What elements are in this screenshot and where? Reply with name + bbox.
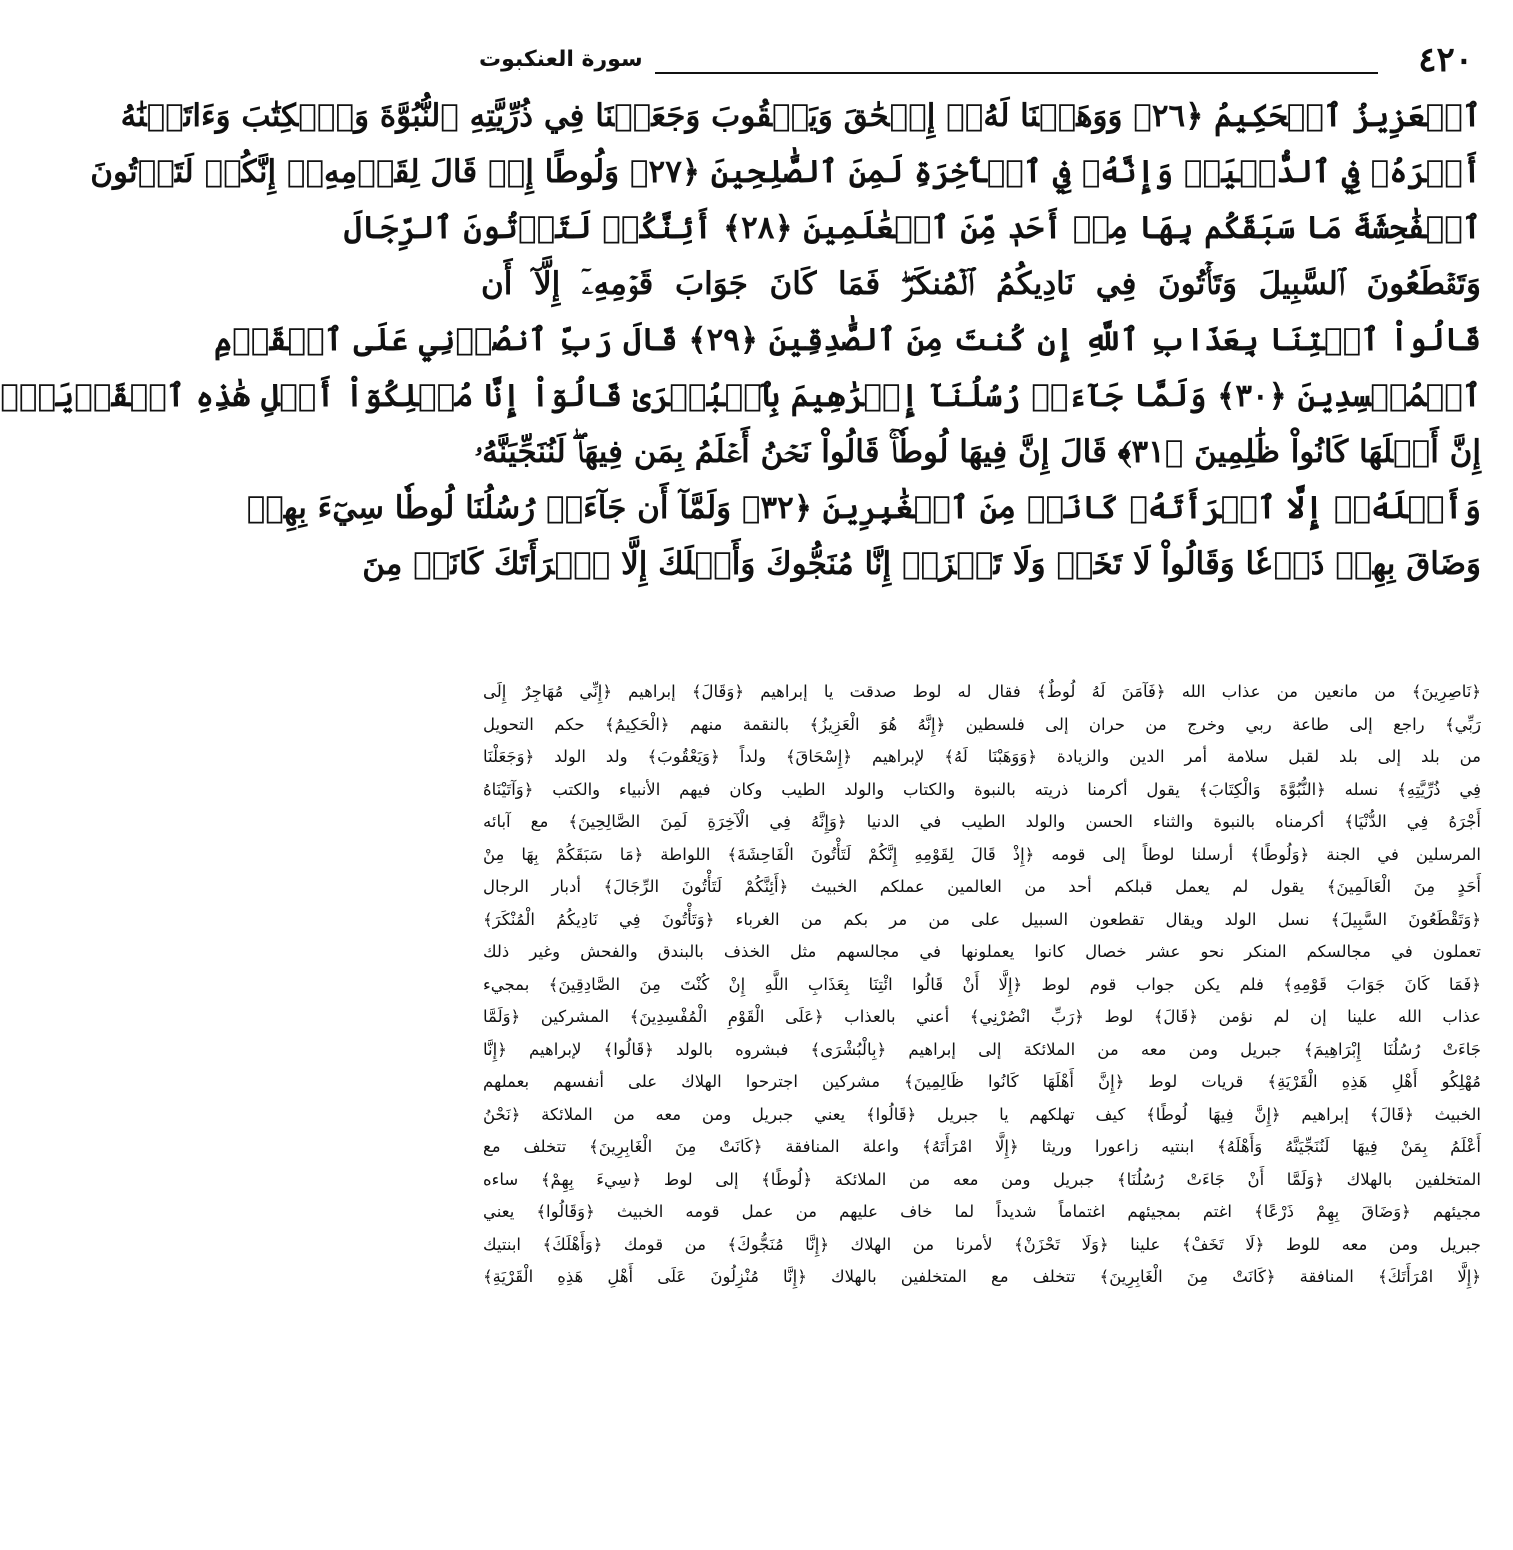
tafsir-line: أَجْرَهُ فِي الدُّنْيَا﴾ أكرمناه بالنبوة والثناء الحسن والولد الطيب في الدنيا ﴿وَإِنَّهُ فِي الْآخِرَةِ لَمِنَ الصَّالِحِينَ﴾ مع آبائه <box>483 812 1481 831</box>
tafsir-line: عذاب الله علينا إن لم نؤمن ﴿قَالَ﴾ لوط ﴿رَبِّ انْصُرْنِي﴾ أعني بالعذاب ﴿عَلَى الْقَوْمِ الْمُفْسِدِينَ﴾ المشركين ﴿وَلَمَّا <box>483 1007 1481 1026</box>
tafsir-line: تعملون في مجالسكم المنكر نحو عشر خصال كانوا يعملونها في مجالسهم مثل الخذف بالبندق والفحش وغير ذلك <box>483 942 1481 961</box>
quran-line: ٱلۡفَٰحِشَةَ مَا سَبَقَكُم بِهَا مِنۡ أَحَدٖ مِّنَ ٱلۡعَٰلَمِينَ ﴿٢٨﴾ أَئِنَّكُمۡ لَتَأۡتُونَ ٱلرِّجَالَ <box>343 210 1481 246</box>
tafsir-line: مُهْلِكُو أَهْلِ هَذِهِ الْقَرْيَةِ﴾ قريات لوط ﴿إِنَّ أَهْلَهَا كَانُوا ظَالِمِينَ﴾ مشركين اجترحوا الهلاك على أنفسهم بعملهم <box>483 1072 1481 1091</box>
tafsir-line: مجيئهم ﴿وَضَاقَ بِهِمْ ذَرْعًا﴾ اغتم بمجيئهم اغتماماً شديداً لما خاف عليهم من عمل قومه الخبيث ﴿وَقَالُوا﴾ يعني <box>483 1202 1481 1221</box>
page-header <box>479 38 1473 88</box>
quran-line: ٱلۡمُفۡسِدِينَ ﴿٣٠﴾ وَلَمَّا جَآءَتۡ رُسُلُنَآ إِبۡرَٰهِيمَ بِٱلۡبُشۡرَىٰ قَالُوٓاْ إِنَّا مُهۡلِكُوٓاْ أَهۡلِ هَٰذِهِ ٱلۡقَرۡيَةِۖ <box>0 378 1481 414</box>
quran-line: وَأَهۡلَهُۥٓ إِلَّا ٱمۡرَأَتَهُۥ كَانَتۡ مِنَ ٱلۡغَٰبِرِينَ ﴿٣٢﴾ وَلَمَّآ أَن جَآءَتۡ رُسُلُنَا لُوطٗا سِيٓءَ بِهِمۡ <box>246 490 1481 526</box>
quran-line: أَجۡرَهُۥ فِي ٱلدُّنۡيَاۖ وَإِنَّهُۥ فِي ٱلۡأٓخِرَةِ لَمِنَ ٱلصَّٰلِحِينَ ﴿٢٧﴾ وَلُوطًا إِذۡ قَالَ لِقَوۡمِهِۦٓ إِنَّكُمۡ لَتَأۡتُونَ <box>90 154 1481 190</box>
tafsir-line: جبريل ومن معه للوط ﴿لَا تَخَفْ﴾ علينا ﴿وَلَا تَحْزَنْ﴾ لأمرنا من الهلاك ﴿إِنَّا مُنَجُّوكَ﴾ من قومك ﴿وَأَهْلَكَ﴾ ابنتيك <box>483 1234 1481 1254</box>
tafsir-line: المرسلين في الجنة ﴿وَلُوطًا﴾ أرسلنا لوطاً إلى قومه ﴿إِذْ قَالَ لِقَوْمِهِ إِنَّكُمْ لَتَأْتُونَ الْفَاحِشَةَ﴾ اللواطة ﴿مَا سَبَقَكُمْ بِهَا مِنْ <box>483 844 1481 864</box>
tafsir-line: الخبيث ﴿قَالَ﴾ إبراهيم ﴿إِنَّ فِيهَا لُوطًا﴾ كيف تهلكهم يا جبريل ﴿قَالُوا﴾ يعني جبريل ومن معه من الملائكة ﴿نَحْنُ <box>483 1104 1481 1124</box>
tafsir-line: المتخلفين بالهلاك ﴿وَلَمَّا أَنْ جَاءَتْ رُسُلُنَا﴾ جبريل ومن معه من الملائكة ﴿لُوطًا﴾ إلى لوط ﴿سِيءَ بِهِمْ﴾ ساءه <box>483 1169 1481 1189</box>
tafsir-line: من بلد إلى بلد لقبل سلامة أمر الدين والزيادة ﴿وَوَهَبْنَا لَهُ﴾ لإبراهيم ﴿إِسْحَاقَ﴾ ولداً ﴿وَيَعْقُوبَ﴾ ولد الولد ﴿وَجَعَلْنَا <box>483 747 1481 766</box>
tafsir-line: ﴿إِلَّا امْرَأَتَكَ﴾ المنافقة ﴿كَانَتْ مِنَ الْغَابِرِينَ﴾ تتخلف مع المتخلفين بالهلاك ﴿إِنَّا مُنْزِلُونَ عَلَى أَهْلِ هَذِهِ الْقَرْيَةِ﴾ <box>483 1267 1481 1286</box>
tafsir-line: أَحَدٍ مِنَ الْعَالَمِينَ﴾ يقول لم يعمل قبلكم أحد من العالمين عملكم الخبيث ﴿أَئِنَّكُمْ لَتَأْتُونَ الرِّجَالَ﴾ أدبار الرجال <box>483 877 1481 896</box>
tafsir-line: فِي ذُرِّيَّتِهِ﴾ نسله ﴿النُّبُوَّةَ وَالْكِتَابَ﴾ يقول أكرمنا ذريته بالنبوة والكتاب والولد الطيب وكان فيهم الأنبياء والكتب ﴿وَآتَيْنَاهُ <box>483 779 1481 799</box>
tafsir-line: ﴿وَتَقْطَعُونَ السَّبِيلَ﴾ نسل الولد ويقال تقطعون السبيل على من مر بكم من الغرباء ﴿وَتَأْتُونَ فِي نَادِيكُمُ الْمُنْكَرَ﴾ <box>483 909 1481 929</box>
tafsir-line: جَاءَتْ رُسُلُنَا إِبْرَاهِيمَ﴾ جبريل ومن معه من الملائكة إلى إبراهيم ﴿بِالْبُشْرَى﴾ فبشروه بالولد ﴿قَالُوا﴾ لإبراهيم ﴿إِنَّا <box>483 1039 1481 1059</box>
tafsir-line: ﴿نَاصِرِينَ﴾ من مانعين من عذاب الله ﴿فَآمَنَ لَهُ لُوطٌ﴾ فقال له لوط صدقت يا إبراهيم ﴿وَقَالَ﴾ إبراهيم ﴿إِنِّي مُهَاجِرٌ إِلَى <box>483 682 1481 701</box>
tafsir-line: أَعْلَمُ بِمَنْ فِيهَا لَنُنَجِّيَنَّهُ وَأَهْلَهُ﴾ ابنتيه زاعورا وريثا ﴿إِلَّا امْرَأَتَهُ﴾ واعلة المنافقة ﴿كَانَتْ مِنَ الْغَابِرِينَ﴾ تتخلف مع <box>483 1137 1481 1156</box>
surah-name: سورة العنكبوت <box>479 47 643 72</box>
quran-line: ٱلۡعَزِيزُ ٱلۡحَكِيمُ ﴿٢٦﴾ وَوَهَبۡنَا لَهُۥٓ إِسۡحَٰقَ وَيَعۡقُوبَ وَجَعَلۡنَا فِي ذُرِّيَّتِهِ ٱلنُّبُوَّةَ وَٱلۡكِتَٰبَ وَءَاتَيۡنَٰهُ <box>120 98 1481 134</box>
tafsir-commentary-block <box>483 676 1481 1506</box>
header-rule <box>655 72 1378 74</box>
quran-line: قَالُواْ ٱئۡتِنَا بِعَذَابِ ٱللَّهِ إِن كُنتَ مِنَ ٱلصَّٰدِقِينَ ﴿٢٩﴾ قَالَ رَبِّ ٱنصُرۡنِي عَلَى ٱلۡقَوۡمِ <box>214 322 1481 358</box>
quran-line: وَضَاقَ بِهِمۡ ذَرۡعٗا وَقَالُواْ لَا تَخَفۡ وَلَا تَحۡزَنۡ إِنَّا مُنَجُّوكَ وَأَهۡلَكَ إِلَّا ٱمۡرَأَتَكَ كَانَتۡ مِنَ <box>362 546 1481 582</box>
page-number: ٤٢٠ <box>1418 40 1473 80</box>
quran-line: وَتَقۡطَعُونَ ٱلسَّبِيلَ وَتَأۡتُونَ فِي نَادِيكُمُ ٱلۡمُنكَرَۖ فَمَا كَانَ جَوَابَ قَوۡمِهِۦٓ إِلَّآ أَن <box>481 266 1481 302</box>
quran-line: إِنَّ أَهۡلَهَا كَانُواْ ظَٰلِمِينَ ﴿٣١﴾ قَالَ إِنَّ فِيهَا لُوطٗاۚ قَالُواْ نَحۡنُ أَعۡلَمُ بِمَن فِيهَاۖ لَنُنَجِّيَنَّهُۥ <box>474 434 1481 470</box>
tafsir-line: ﴿فَمَا كَانَ جَوَابَ قَوْمِهِ﴾ فلم يكن جواب قوم لوط ﴿إِلَّا أَنْ قَالُوا ائْتِنَا بِعَذَابِ اللَّهِ إِنْ كُنْتَ مِنَ الصَّادِقِينَ﴾ بمجيء <box>483 974 1481 994</box>
tafsir-line: رَبِّي﴾ راجع إلى طاعة ربي وخرج من حران إلى فلسطين ﴿إِنَّهُ هُوَ الْعَزِيزُ﴾ بالنقمة منهم ﴿الْحَكِيمُ﴾ حكم التحويل <box>483 714 1481 734</box>
quran-text-block <box>0 88 1481 648</box>
